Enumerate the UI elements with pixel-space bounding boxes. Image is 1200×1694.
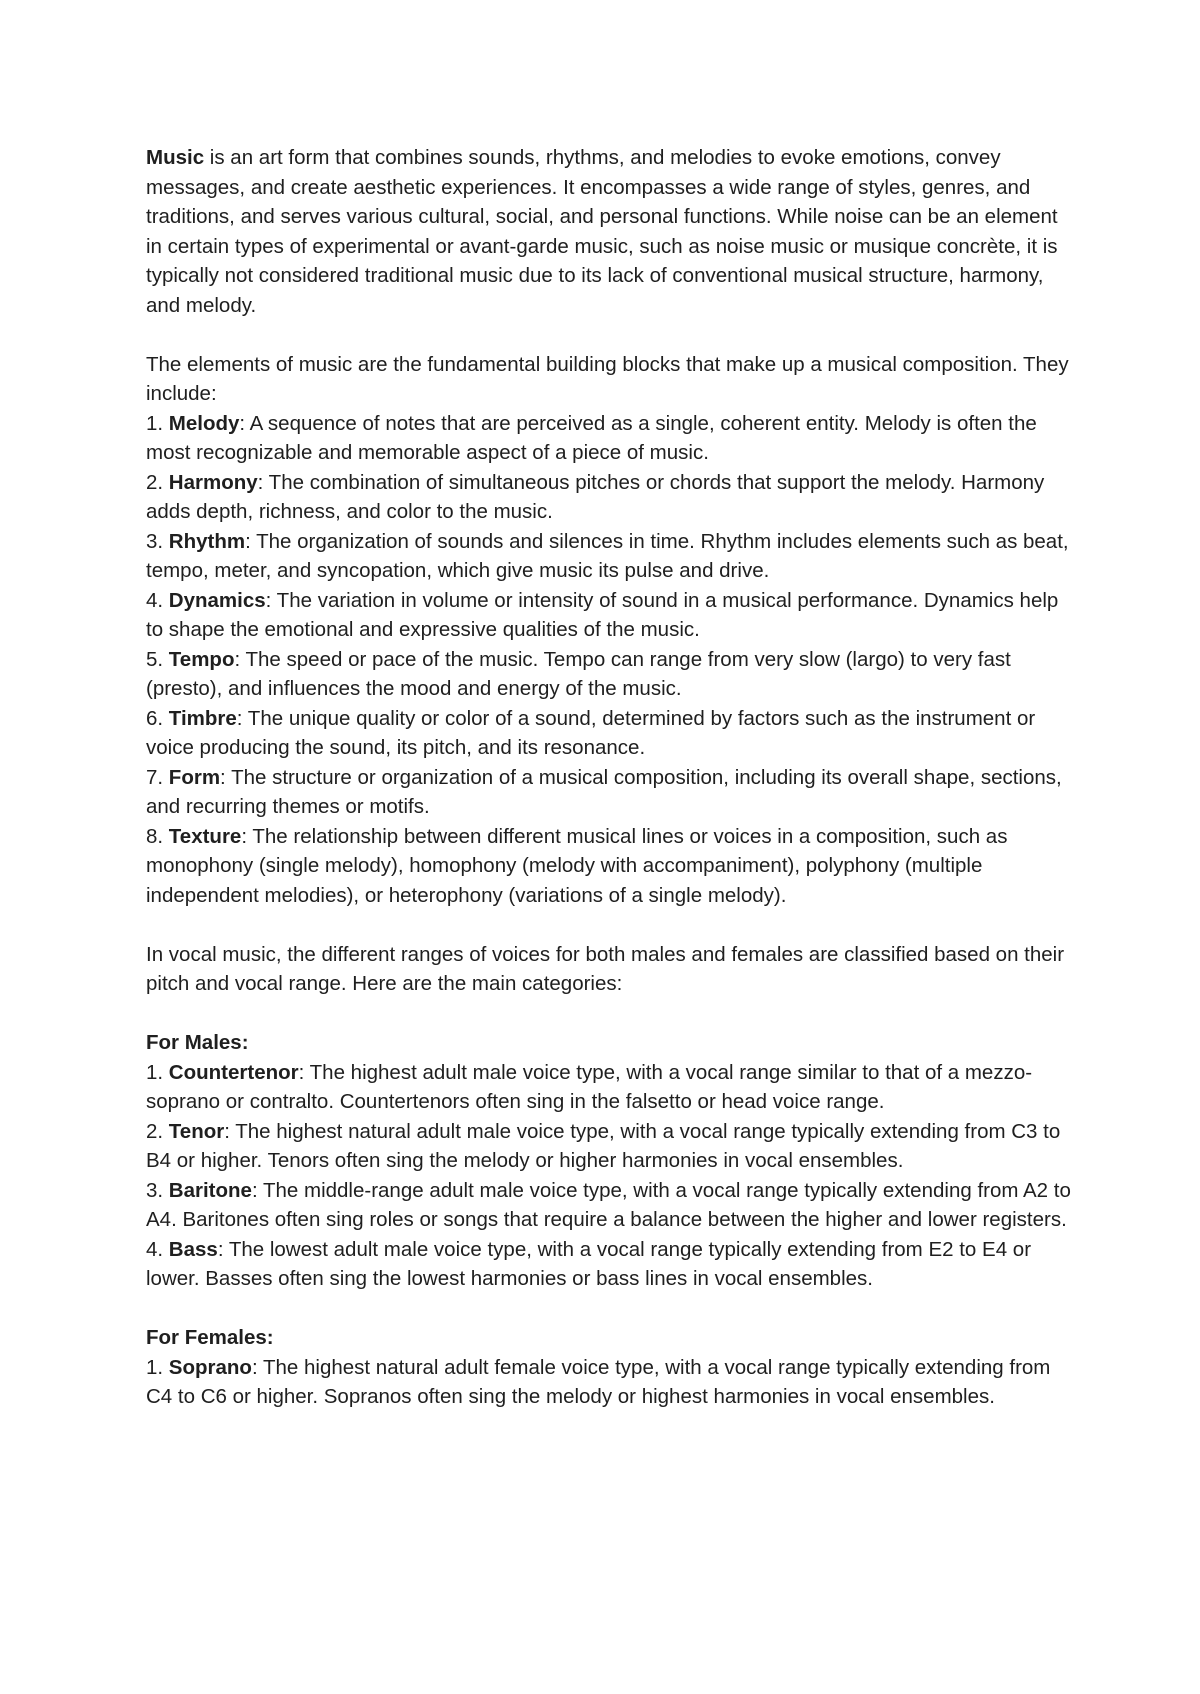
item-description: : The lowest adult male voice type, with a vocal range typically extending from E2 to E4 or lower. Basses often sing the lowest harmonies or bass lines in vocal ensembles. — [146, 1237, 1032, 1290]
item-term: Soprano — [168, 1355, 252, 1379]
item-description: : The middle-range adult male voice type, with a vocal range typically extending from A2 to A4. Baritones often sing roles or songs that require a balance between the higher and lower registers. — [146, 1178, 1071, 1231]
item-number: 3. — [146, 1178, 169, 1202]
item-term: Rhythm — [168, 529, 246, 553]
element-item-form — [146, 763, 1076, 822]
item-description: : The unique quality or color of a sound, determined by factors such as the instrument or voice producing the sound, its pitch, and its resonance. — [146, 706, 1036, 759]
item-term: Harmony — [168, 470, 258, 494]
intro-term: Music — [146, 146, 205, 169]
item-number: 4. — [146, 1237, 169, 1261]
element-item-rhythm — [146, 527, 1076, 586]
item-term: Dynamics — [168, 588, 266, 612]
females-heading: For Females: — [146, 1326, 274, 1349]
item-number: 1. — [146, 1355, 169, 1379]
element-item-texture — [146, 822, 1076, 911]
item-number: 1. — [146, 1060, 169, 1084]
item-number: 8. — [146, 824, 169, 848]
item-term: Baritone — [168, 1178, 252, 1202]
item-description: : The highest natural adult male voice type, with a vocal range typically extending from C3 to B4 or higher. Tenors often sing the melody or higher harmonies in vocal ensembles. — [146, 1119, 1061, 1172]
item-description: : The speed or pace of the music. Tempo can range from very slow (largo) to very fast (presto), and influences the mood and energy of the music. — [146, 647, 1011, 700]
element-item-dynamics — [146, 586, 1076, 645]
elements-intro: The elements of music are the fundamental building blocks that make up a musical composition. They include: — [146, 352, 1069, 405]
paragraph-spacer — [146, 1294, 1076, 1324]
paragraph-spacer — [146, 999, 1076, 1029]
item-description: : The highest adult male voice type, with a vocal range similar to that of a mezzo-soprano or contralto. Countertenors often sing in the falsetto or head voice range. — [146, 1060, 1033, 1113]
element-item-harmony — [146, 468, 1076, 527]
item-number: 4. — [146, 588, 169, 612]
item-term: Bass — [168, 1237, 218, 1261]
item-description: : The combination of simultaneous pitches or chords that support the melody. Harmony adds depth, richness, and color to the music. — [146, 470, 1045, 523]
paragraph-spacer — [146, 320, 1076, 350]
female-voice-soprano — [146, 1353, 1076, 1412]
item-number: 6. — [146, 706, 169, 730]
item-description: : The highest natural adult female voice type, with a vocal range typically extending from C4 to C6 or higher. Sopranos often sing the melody or highest harmonies in vocal ensembles. — [146, 1355, 1051, 1408]
item-number: 2. — [146, 470, 169, 494]
item-number: 7. — [146, 765, 169, 789]
item-term: Form — [168, 765, 221, 789]
intro-text: is an art form that combines sounds, rhythms, and melodies to evoke emotions, convey messages, and create aesthetic experiences. It encompasses a wide range of styles, genres, and traditions, and serves various cultural, social, and personal functions. While noise can be an element in certain types of experimental or avant-garde music, such as noise music or musique concrète, it is typically not considered traditional music due to its lack of conventional musical structure, harmony, and melody. — [146, 146, 1058, 317]
males-heading: For Males: — [146, 1031, 249, 1054]
element-item-timbre — [146, 704, 1076, 763]
item-description: : The variation in volume or intensity of sound in a musical performance. Dynamics help to shape the emotional and expressive qualities of the music. — [146, 588, 1059, 641]
item-term: Countertenor — [168, 1060, 299, 1084]
element-item-tempo — [146, 645, 1076, 704]
item-term: Melody — [168, 411, 240, 435]
paragraph-spacer — [146, 910, 1076, 940]
male-voice-bass — [146, 1235, 1076, 1294]
element-item-melody — [146, 409, 1076, 468]
intro-paragraph — [146, 143, 1076, 320]
item-description: : The relationship between different musical lines or voices in a composition, such as monophony (single melody), homophony (melody with accompaniment), polyphony (multiple independent melodies), or heterophony (variations of a single melody). — [146, 824, 1008, 907]
item-term: Texture — [168, 824, 242, 848]
item-description: : A sequence of notes that are perceived as a single, coherent entity. Melody is often the most recognizable and memorable aspect of a piece of music. — [146, 411, 1037, 464]
item-term: Tenor — [168, 1119, 225, 1143]
male-voice-tenor — [146, 1117, 1076, 1176]
document-body — [146, 143, 1076, 1412]
item-term: Timbre — [168, 706, 237, 730]
male-voice-countertenor — [146, 1058, 1076, 1117]
vocal-intro: In vocal music, the different ranges of voices for both males and females are classified based on their pitch and vocal range. Here are the main categories: — [146, 942, 1065, 995]
item-number: 3. — [146, 529, 169, 553]
item-term: Tempo — [168, 647, 235, 671]
item-description: : The structure or organization of a musical composition, including its overall shape, sections, and recurring themes or motifs. — [146, 765, 1062, 818]
male-voice-baritone — [146, 1176, 1076, 1235]
item-number: 5. — [146, 647, 169, 671]
item-description: : The organization of sounds and silences in time. Rhythm includes elements such as beat, tempo, meter, and syncopation, which give music its pulse and drive. — [146, 529, 1069, 582]
item-number: 1. — [146, 411, 169, 435]
item-number: 2. — [146, 1119, 169, 1143]
